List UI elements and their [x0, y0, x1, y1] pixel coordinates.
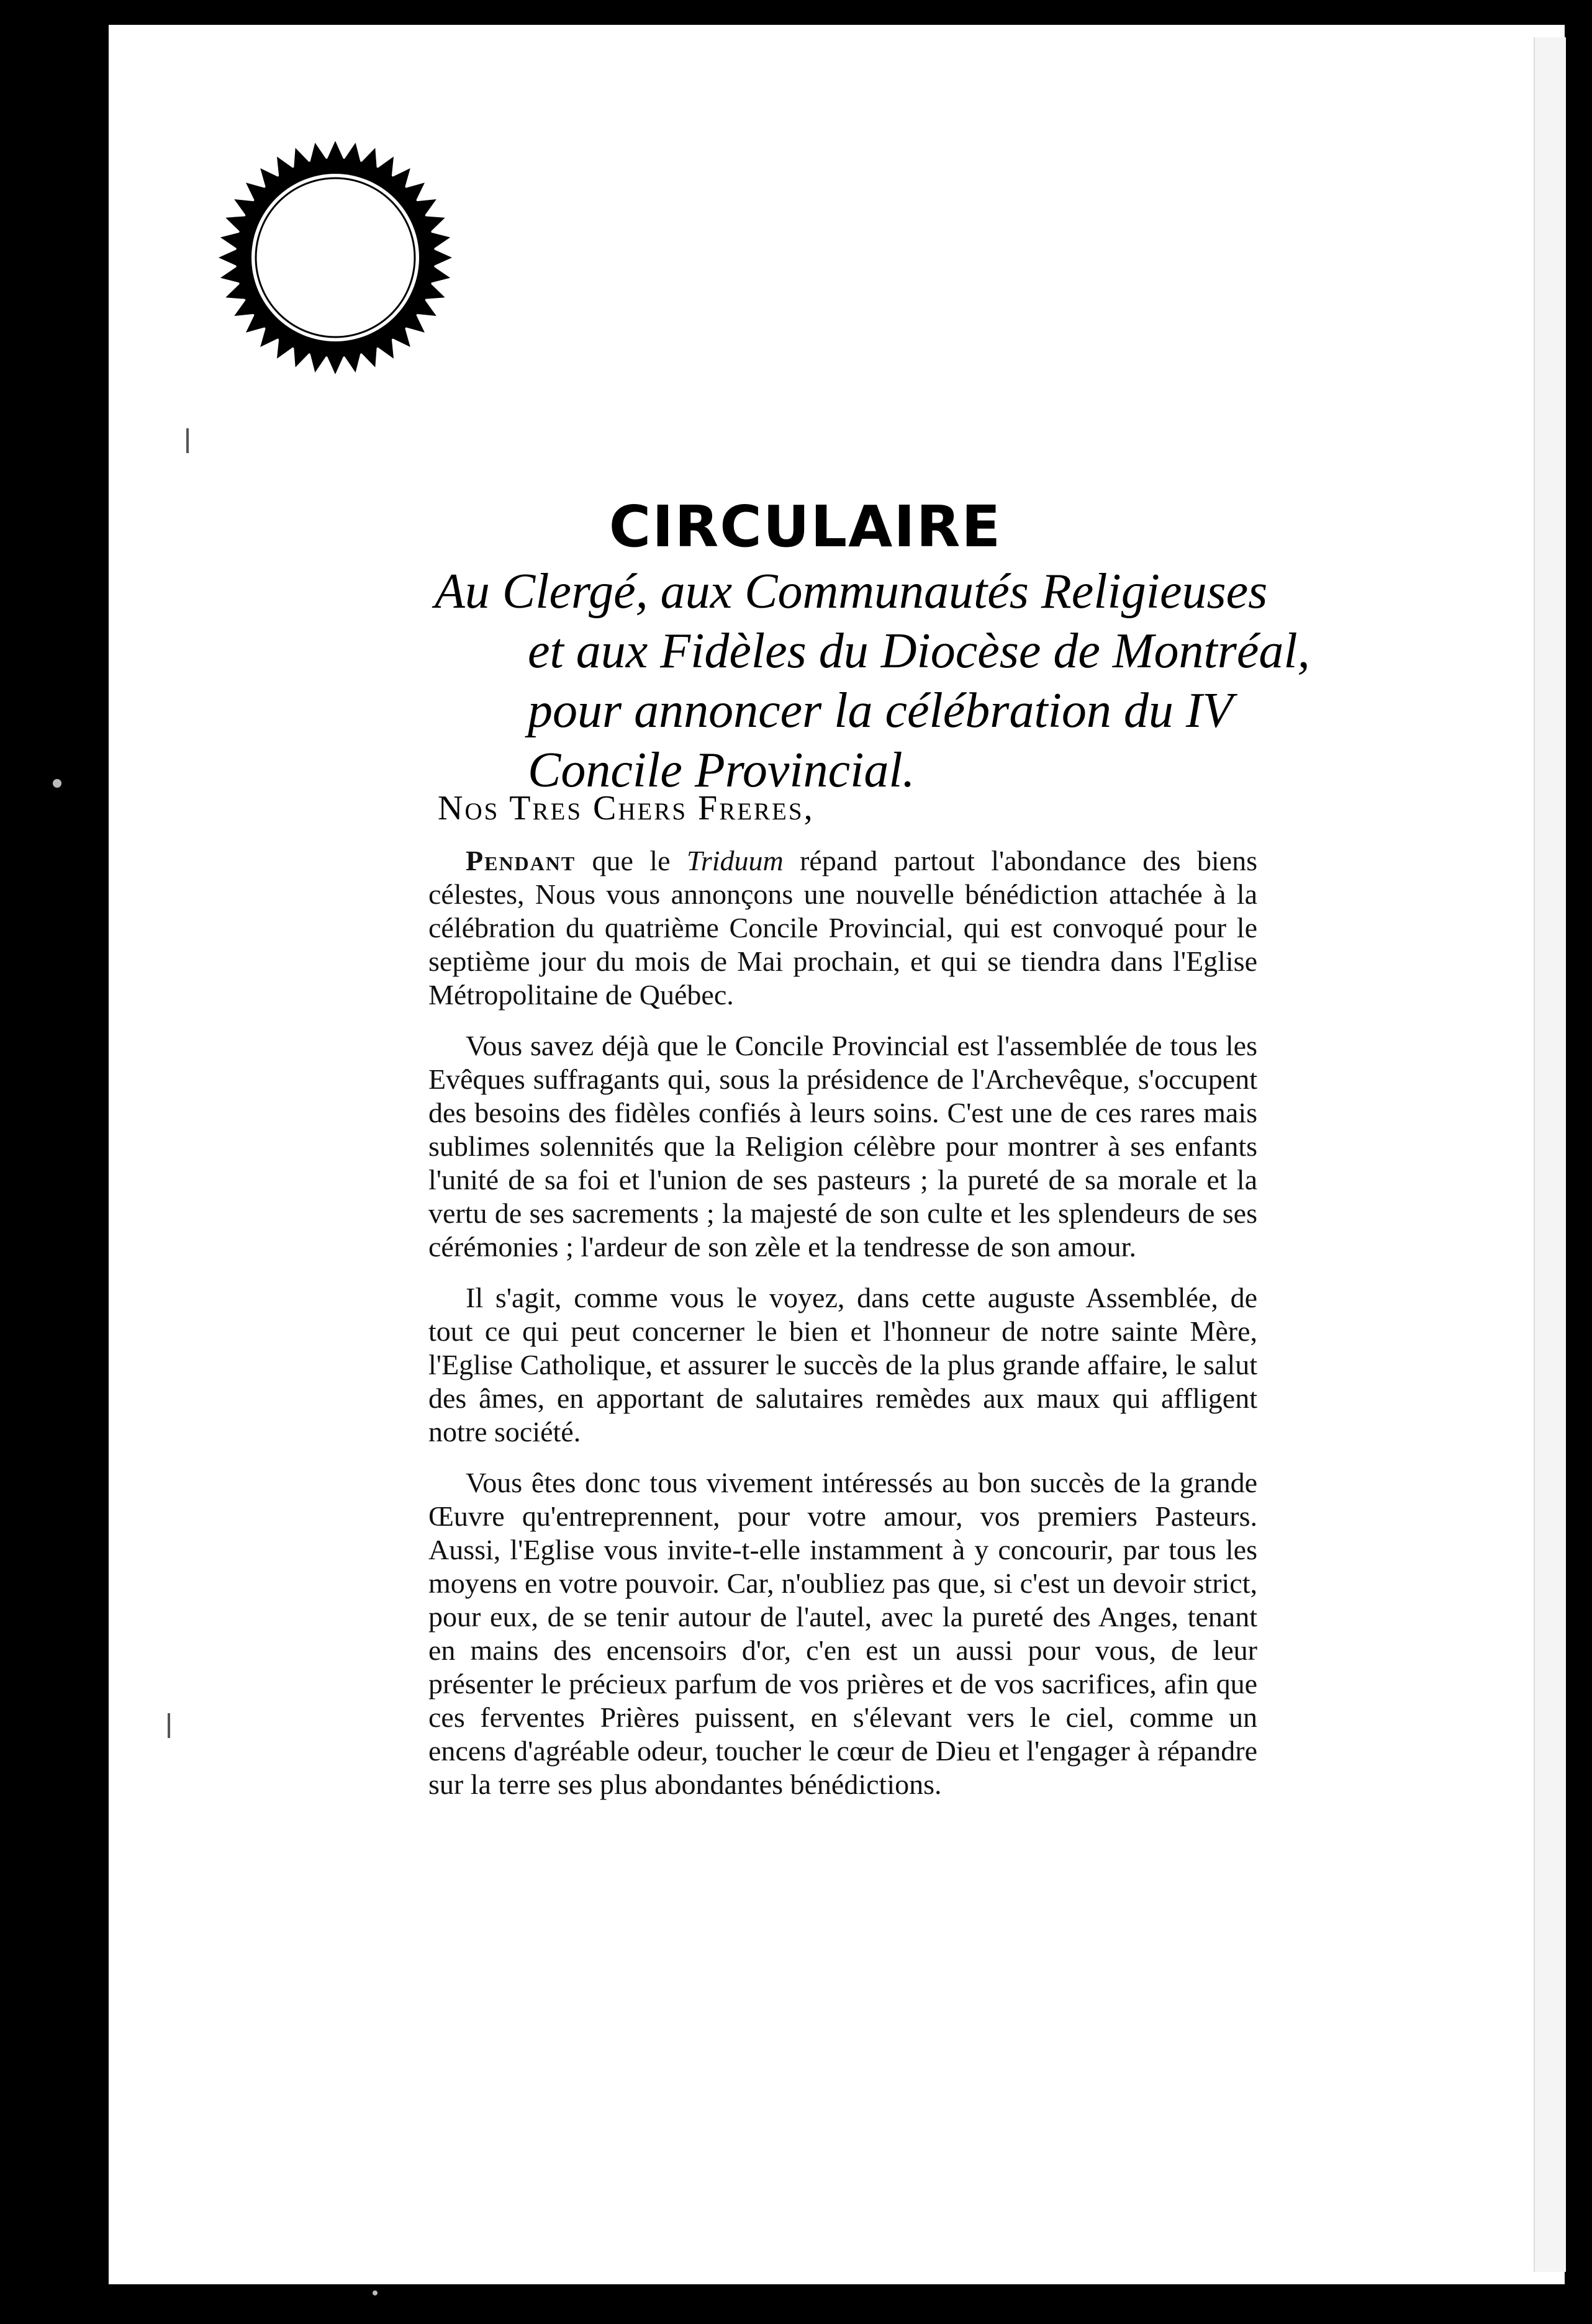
scan-mark	[186, 428, 189, 453]
paragraph: Vous savez déjà que le Concile Provincial est l'assemblée de tous les Evêques suffragants qui, sous la présidence de l'Archevêque, s'occupent des besoins des fidèles confiés à leurs soins. C'est une de ces rares mais sublimes solennités que la Religion célèbre pour montrer à ses enfants l'unité de sa foi et l'union de ses pasteurs ; la pureté de sa morale et la vertu de ses sacrements ; la majesté de son culte et les splendeurs de ses cérémonies ; l'ardeur de son zèle et la tendresse de son amour.	[428, 1030, 1257, 1263]
paragraph-text: répand partout l'abondance des biens célestes, Nous vous annonçons une nouvelle bénédiction attachée à la célébration du quatrième Concile Provincial, qui est convoqué pour le septième jour du mois de Mai prochain, et qui se tiendra dans l'Eglise Métropolitaine de Québec.	[428, 845, 1257, 1011]
scan-mark	[373, 2290, 378, 2295]
document-title: CIRCULAIRE	[608, 493, 1002, 560]
document-subtitle	[435, 562, 1310, 800]
paragraph	[428, 844, 1257, 1012]
subtitle-line: Au Clergé, aux Communautés Religieuses	[435, 564, 1268, 619]
paragraph-lead-word: Pendant	[466, 845, 576, 876]
body-text	[428, 844, 1257, 1819]
paragraph-text: que le	[576, 845, 687, 876]
subtitle-line: pour annoncer la célébration du IV	[528, 683, 1233, 738]
page-edge	[1534, 37, 1566, 2272]
paragraph: Vous êtes donc tous vivement intéressés au bon succès de la grande Œuvre qu'entreprennent, pour votre amour, vos premiers Pasteurs. Aussi, l'Eglise vous invite-t-elle instamment à y concourir, par tous les moyens en votre pouvoir. Car, n'oubliez pas que, si c'est un devoir strict, pour eux, de se tenir autour de l'autel, avec la pureté des Anges, tenant en mains des encensoirs d'or, c'en est un aussi pour vous, de leur présenter le précieux parfum de vos prières et de vos sacrifices, afin que ces ferventes Prières puissent, en s'élevant vers le ciel, comme un encens d'agréable odeur, toucher le cœur de Dieu et l'engager à répandre sur la terre ses plus abondantes bénédictions.	[428, 1467, 1257, 1800]
seal-emblem	[217, 140, 453, 376]
scan-mark	[53, 779, 61, 788]
subtitle-line: Concile Provincial.	[528, 743, 915, 798]
paragraph: Il s'agit, comme vous le voyez, dans cette auguste Assemblée, de tout ce qui peut concerner le bien et l'honneur de notre sainte Mère, l'Eglise Catholique, et assurer le succès de la plus grande affaire, le salut des âmes, en apportant de salutaires remèdes aux maux qui affligent notre société.	[428, 1282, 1257, 1448]
subtitle-line: et aux Fidèles du Diocèse de Montréal,	[528, 624, 1310, 678]
salutation: Nos Tres Chers Freres,	[438, 789, 815, 827]
paragraph-italic-word: Triduum	[686, 845, 784, 876]
scan-mark	[168, 1713, 170, 1738]
